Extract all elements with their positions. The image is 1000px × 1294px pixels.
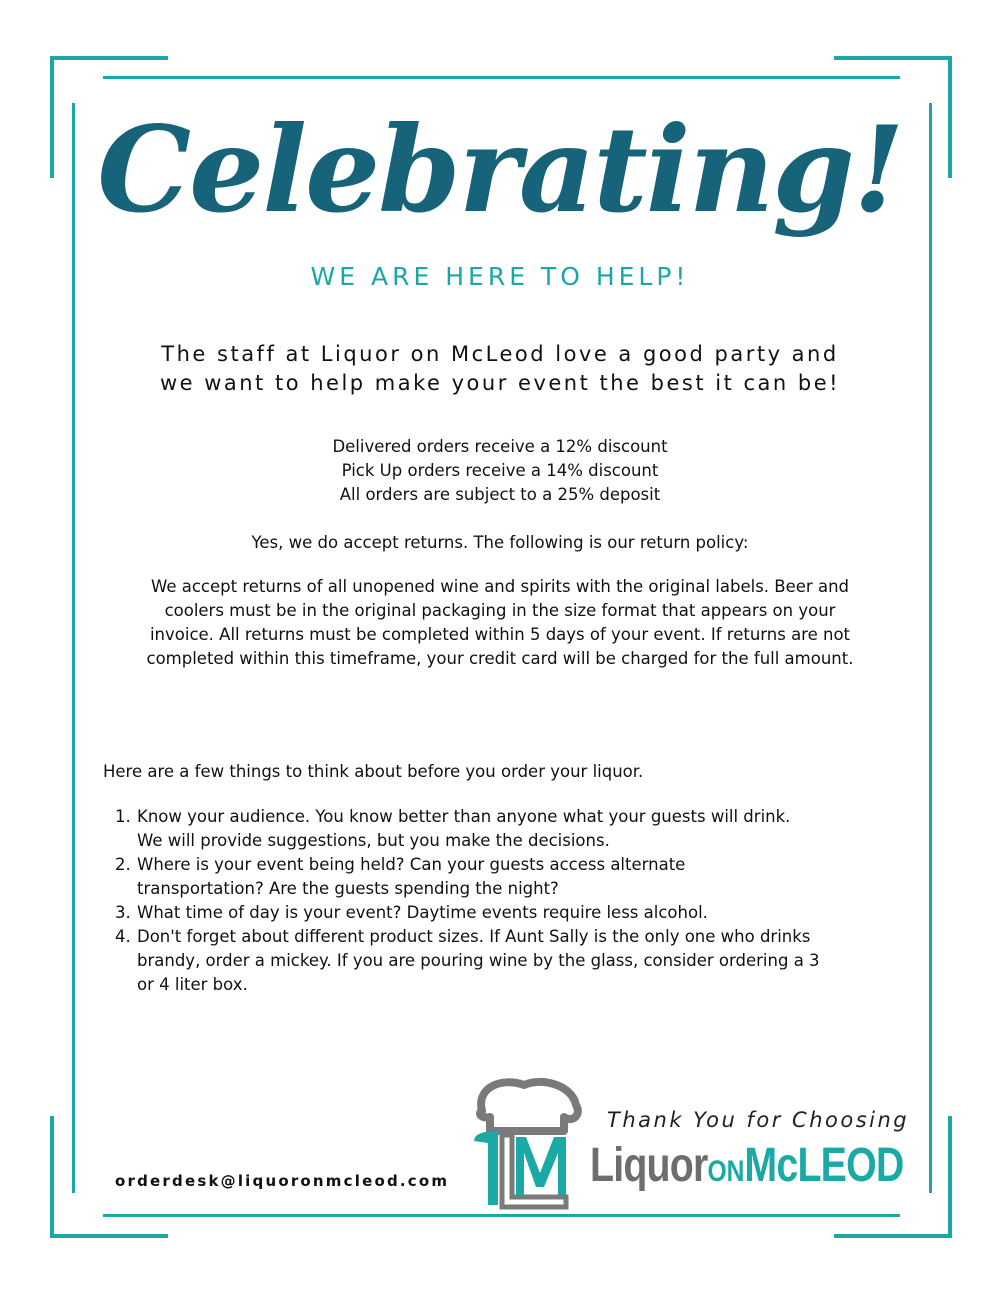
frame-bottom-right-vertical [948,1116,952,1238]
list-item-text: We will provide suggestions, but you make the decisions. [137,831,610,850]
contact-email[interactable]: orderdesk@liquoronmcleod.com [115,1172,450,1190]
frame-top-right-horizontal [834,56,952,60]
list-item-text: brandy, order a mickey. If you are pouring wine by the glass, consider ordering a 3 [137,951,820,970]
policy-line: invoice. All returns must be completed within 5 days of your event. If returns are not [149,625,851,644]
list-item-text: Where is your event being held? Can your guests access alternate [137,855,686,874]
list-item [115,925,915,997]
list-item-text: or 4 liter box. [137,975,248,994]
intro-paragraph [100,340,900,398]
list-item [115,805,915,853]
list-item-text: What time of day is your event? Daytime events require less alcohol. [137,903,708,922]
list-item [115,901,915,925]
page-title: Celebrating! [97,100,903,239]
discount-line: Delivered orders receive a 12% discount [332,437,668,456]
discount-info [100,435,900,507]
list-item-text: Don't forget about different product sizes. If Aunt Sally is the only one who drinks [137,927,811,946]
return-policy [80,575,920,671]
frame-top-left-horizontal [50,56,168,60]
policy-line: We accept returns of all unopened wine and spirits with the original labels. Beer and [151,577,849,596]
list-item [115,853,915,901]
list-item-text: Know your audience. You know better than anyone what your guests will drink. [137,807,791,826]
brand-wordmark [590,1138,903,1205]
tips-intro: Here are a few things to think about before you order your liquor. [103,762,644,781]
intro-line: we want to help make your event the best it can be! [159,371,841,395]
discount-line: All orders are subject to a 25% deposit [339,485,661,504]
frame-bottom-right-horizontal [834,1234,952,1238]
policy-line: coolers must be in the original packaging in the size format that appears on your [164,601,836,620]
intro-line: The staff at Liquor on McLeod love a good party and [161,342,839,366]
frame-bottom-left-horizontal [50,1234,168,1238]
tips-list [115,805,915,997]
brand-word-mcleod: McLEOD [744,1139,904,1192]
thanks-text: Thank You for Choosing [607,1108,910,1132]
list-number: 3. [115,903,131,922]
frame-bottom-left-vertical [50,1116,54,1238]
list-number: 2. [115,855,131,874]
page-subtitle: WE ARE HERE TO HELP! [310,262,690,291]
policy-line: completed within this timeframe, your credit card will be charged for the full amount. [146,649,854,668]
discount-line: Pick Up orders receive a 14% discount [341,461,659,480]
brand-word-liquor: Liquor [590,1139,708,1192]
list-number: 4. [115,927,131,946]
returns-intro-text: Yes, we do accept returns. The following is our return policy: [251,533,749,552]
list-item-text: transportation? Are the guests spending the night? [137,879,559,898]
brand-word-on: ON [707,1155,745,1188]
list-number: 1. [115,807,131,826]
returns-intro [100,531,900,555]
beer-mug-logo-icon [468,1075,588,1215]
